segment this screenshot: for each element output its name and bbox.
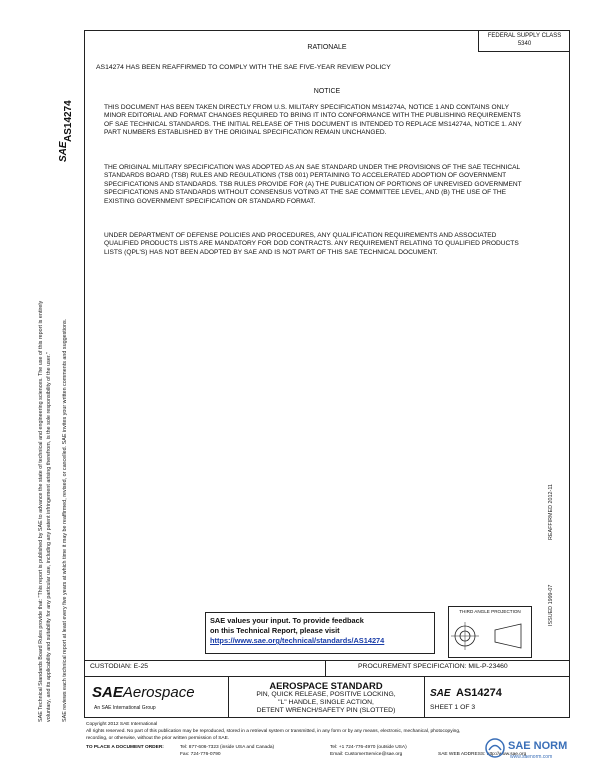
- copyright: Copyright 2012 SAE International: [86, 722, 158, 727]
- rationale-heading: RATIONALE: [307, 44, 347, 51]
- notice-heading: NOTICE: [313, 88, 341, 95]
- feedback-box: [205, 612, 435, 654]
- rights-line-2: recording, or otherwise, without the prior written permission of SAE.: [86, 736, 230, 741]
- projection-symbol-icon: [449, 614, 533, 654]
- watermark-logo-icon: [484, 737, 506, 764]
- custodian-label: CUSTODIAN: E-25: [90, 663, 149, 670]
- procurement-spec: PROCUREMENT SPECIFICATION: MIL-P-23460: [358, 663, 508, 670]
- custodian-row-top: [84, 660, 570, 661]
- feedback-line-2: on this Technical Report, please visit: [210, 626, 340, 635]
- tel-inside: Tel: 877-606-7323 (inside USA and Canada): [180, 745, 275, 750]
- issued-date: ISSUED 1999-07: [548, 584, 554, 626]
- reaffirmed-date: REAFFIRMED 2012-11: [548, 484, 554, 540]
- divider: [325, 660, 326, 676]
- rationale-text: AS14274 HAS BEEN REAFFIRMED TO COMPLY WITH THE SAE FIVE-YEAR REVIEW POLICY: [96, 64, 391, 71]
- description-line-2: "L" HANDLE, SINGLE ACTION,: [278, 699, 374, 706]
- disclaimer-line-2: voluntary, and its applicability and suitability for any particular use, including any patent infringement arising therefrom, is the sole responsibility of the user.": [46, 352, 52, 722]
- sae-aerospace-logo: SAEAerospace: [92, 684, 195, 701]
- description-line-3: DETENT WRENCH/SAFETY PIN (SLOTTED): [256, 707, 396, 714]
- order-label: TO PLACE A DOCUMENT ORDER:: [86, 745, 164, 750]
- title-cell: [228, 676, 425, 718]
- third-angle-projection-box: [448, 606, 532, 658]
- feedback-link[interactable]: https://www.sae.org/technical/standards/AS14274: [210, 636, 385, 645]
- left-border: [84, 30, 85, 718]
- notice-paragraph-2: THE ORIGINAL MILITARY SPECIFICATION WAS ADOPTED AS AN SAE STANDARD UNDER THE PROVISIONS OF THE SAE TECHNICAL STANDARDS BOARD (TSB) RULES AND REGULATIONS (TSB 001) PERTAINING TO ACCELERATED ADOPTION OF GOVERNMENT SPECIFICATIONS AND STANDARDS. TSB RULES PROVIDE FOR (A) THE PUBLICATION OF PORTIONS OF UNREVISED GOVERNMENT SPECIFICATIONS AND STANDARDS WITHOUT CONSENSUS VOTING AT THE SAE COMMITTEE LEVEL, AND (B) THE USE OF THE EXISTING GOVERNMENT SPECIFICATION OR STANDARD FORMAT.: [104, 164, 522, 205]
- projection-title: THIRD ANGLE PROJECTION: [459, 609, 521, 614]
- title-doc-number: AS14274: [456, 687, 502, 699]
- disclaimer-line-3: SAE reviews each technical report at least every five years at which time it may be reaffirmed, revised, or cancelled. SAE invites your written comments and suggestions.: [62, 318, 68, 722]
- side-doc-id: [58, 100, 76, 142]
- sheet-number: SHEET 1 OF 3: [430, 704, 476, 711]
- brand-cell: [84, 676, 229, 718]
- description-line-1: PIN, QUICK RELEASE, POSITIVE LOCKING,: [256, 691, 396, 698]
- rights-line-1: All rights reserved. No part of this publication may be reproduced, stored in a retrieval system or transmitted, in any form or by any means, electronic, mechanical, photocopying,: [86, 729, 461, 734]
- docnum-cell: [424, 676, 570, 718]
- notice-paragraph-3: UNDER DEPARTMENT OF DEFENSE POLICIES AND PROCEDURES, ANY QUALIFICATION REQUIREMENTS AND ASSOCIATED QUALIFIED PRODUCTS LISTS ARE MANDATORY FOR DOD CONTRACTS. ANY REQUIREMENT RELATING TO QUALIFIED PRODUCTS LISTS (QPL'S) HAS NOT BEEN ADOPTED BY SAE AND IS NOT PART OF THIS SAE TECHNICAL DOCUMENT.: [104, 232, 519, 256]
- brand-subtitle: An SAE International Group: [94, 705, 156, 711]
- standard-type: AEROSPACE STANDARD: [269, 680, 383, 691]
- watermark-text: SAE NORM: [508, 740, 568, 752]
- disclaimer-line-1: SAE Technical Standards Board Rules provide that: "This report is published by SAE to advance the state of technical and engineering sciences. The use of this report is entirely: [38, 300, 44, 722]
- fax: Fax: 724-776-0790: [180, 752, 221, 757]
- side-doc-number: AS14274: [63, 100, 74, 142]
- watermark-url: www.saenorm.com: [510, 754, 553, 760]
- sae-small-logo: SAE: [430, 688, 451, 699]
- notice-paragraph-1: THIS DOCUMENT HAS BEEN TAKEN DIRECTLY FROM U.S. MILITARY SPECIFICATION MS14274A, NOTICE 1 AND CONTAINS ONLY MINOR EDITORIAL AND FORMAT CHANGES REQUIRED TO BRING IT INTO CONFORMANCE WITH THE PUBLISHING REQUIREMENTS OF SAE TECHNICAL STANDARDS. THE INITIAL RELEASE OF THIS DOCUMENT IS INTENDED TO REPLACE MS14274A, NOTICE 1. ANY PART NUMBERS ESTABLISHED BY THE ORIGINAL SPECIFICATION REMAIN UNCHANGED.: [104, 104, 522, 137]
- email: Email: CustomerService@sae.org: [330, 752, 403, 757]
- fsc-label: FEDERAL SUPPLY CLASS: [487, 33, 562, 39]
- feedback-line-1: SAE values your input. To provide feedback: [210, 616, 364, 625]
- fsc-value: 5340: [517, 41, 532, 47]
- tel-outside: Tel: +1 724-776-4970 (outside USA): [330, 745, 407, 750]
- side-sae-logo: SAE: [58, 141, 69, 162]
- web-address: SAE WEB ADDRESS: http://www.sae.org: [438, 752, 527, 757]
